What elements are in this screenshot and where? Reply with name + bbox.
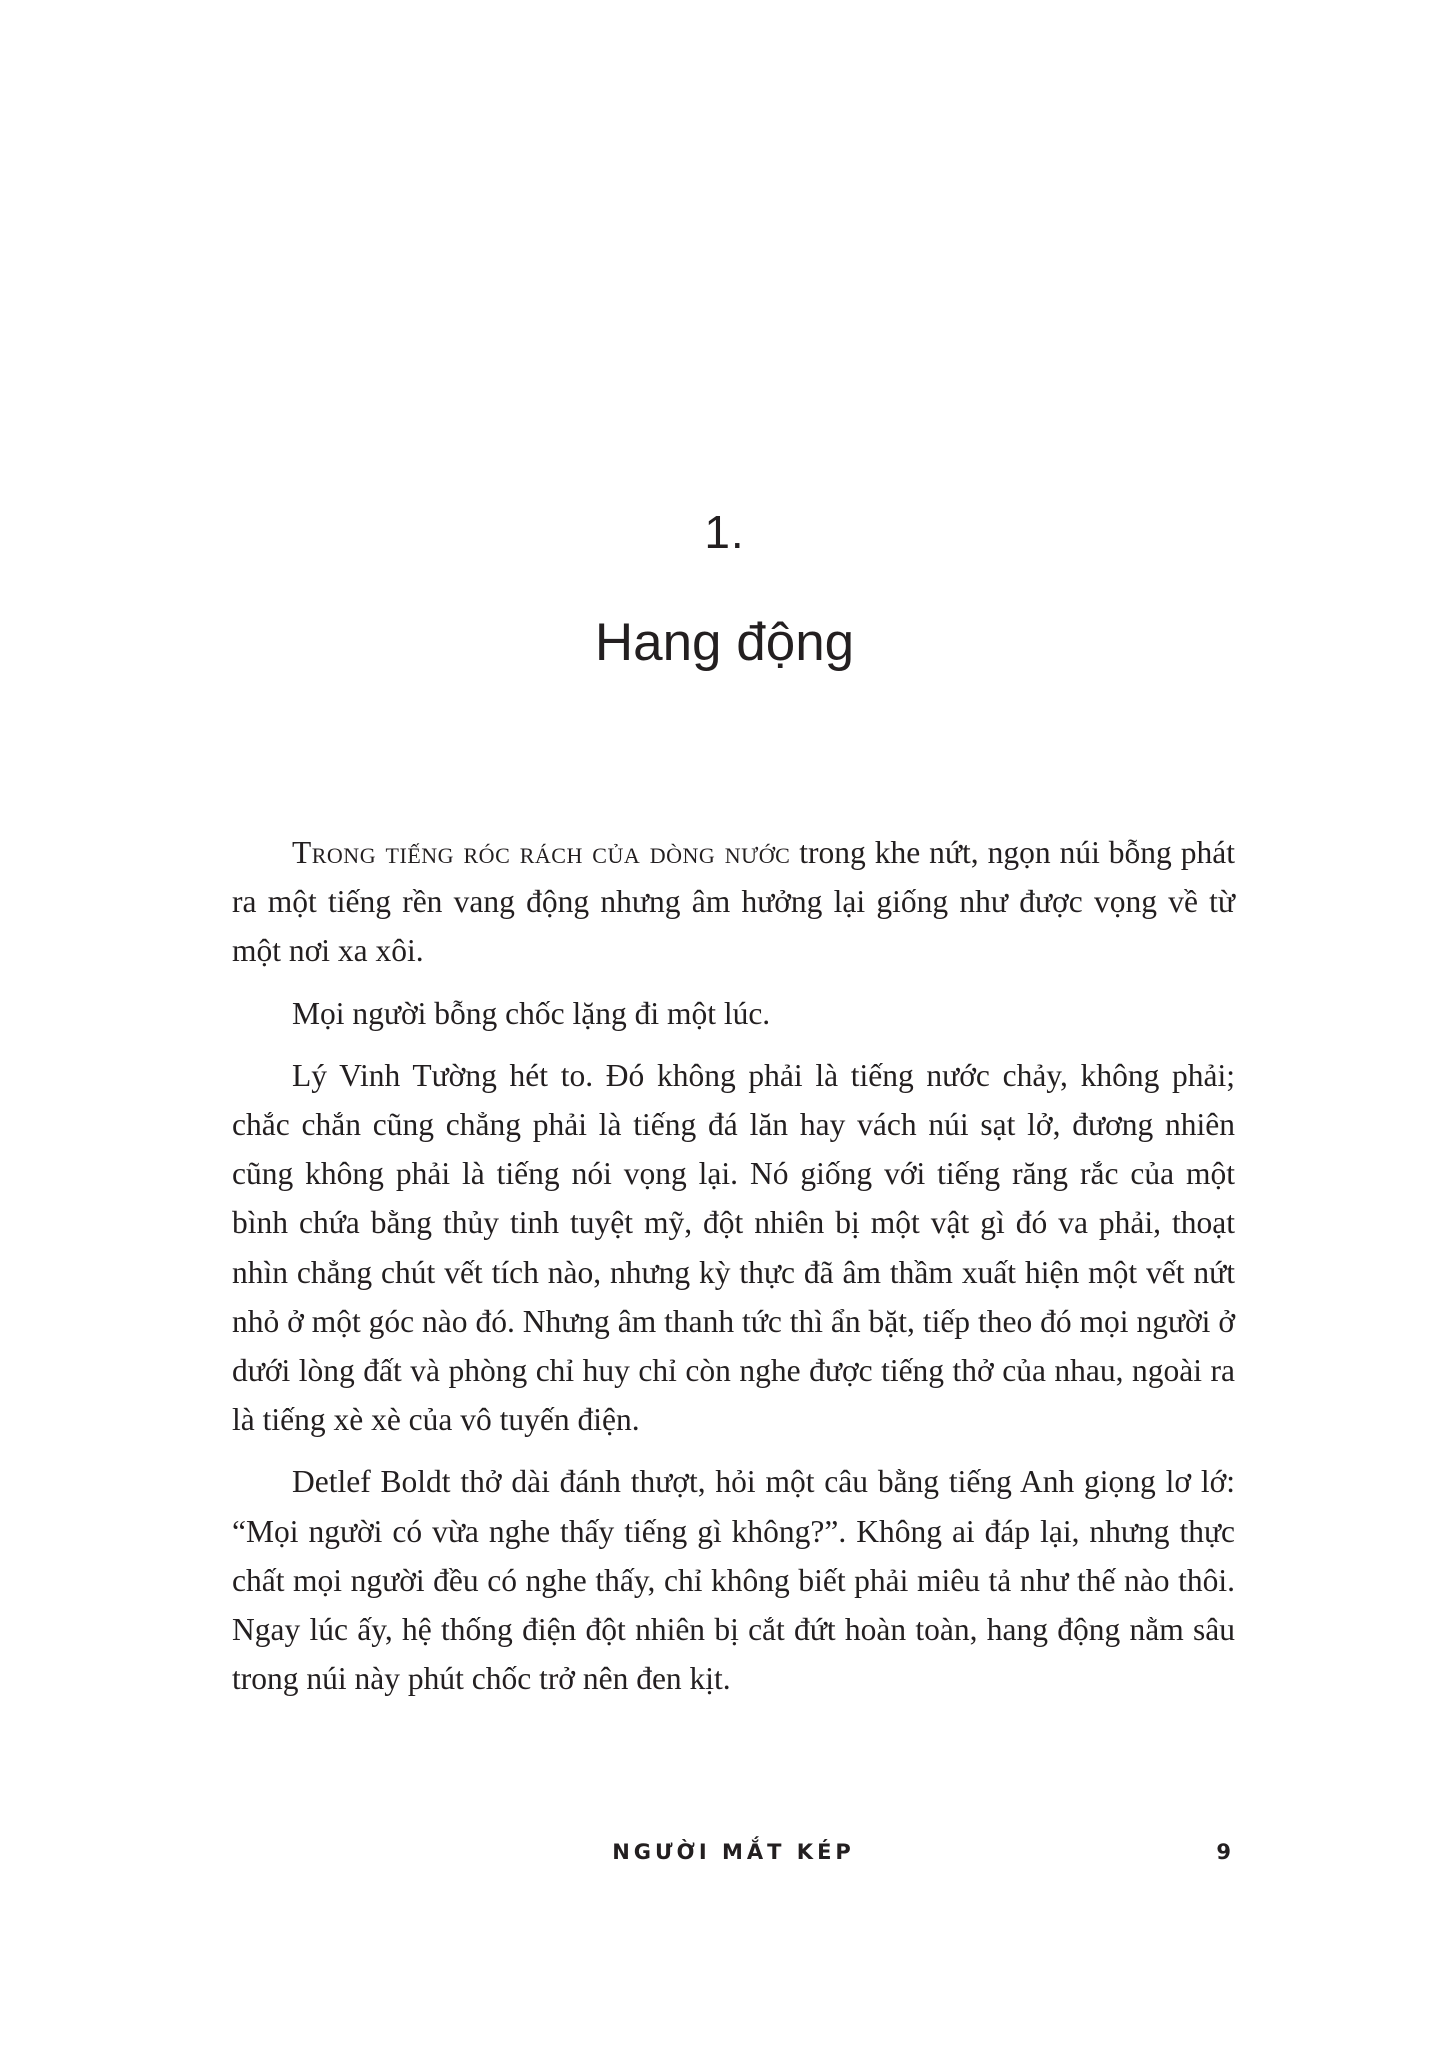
- chapter-body: [232, 828, 1235, 1716]
- page-number: 9: [1216, 1840, 1231, 1864]
- paragraph-text: trong khe nứt, ngọn núi bỗng phát ra một tiếng rền vang động nhưng âm hưởng lại giống như được vọng về từ một nơi xa xôi.: [232, 835, 1235, 969]
- paragraph: Mọi người bỗng chốc lặng đi một lúc.: [292, 995, 771, 1031]
- page-footer: [232, 1840, 1235, 1880]
- paragraph-lead-in: Trong tiếng róc rách của dòng nước: [292, 835, 791, 870]
- paragraph: Lý Vinh Tường hét to. Đó không phải là tiếng nước chảy, không phải; chắc chắn cũng chẳng phải là tiếng đá lăn hay vách núi sạt lở, đương nhiên cũng không phải là tiếng nói vọng lại. Nó giống với tiếng răng rắc của một bình chứa bằng thủy tinh tuyệt mỹ, đột nhiên bị một vật gì đó va phải, thoạt nhìn chẳng chút vết tích nào, nhưng kỳ thực đã âm thầm xuất hiện một vết nứt nhỏ ở một góc nào đó. Nhưng âm thanh tức thì ẩn bặt, tiếp theo đó mọi người ở dưới lòng đất và phòng chỉ huy chỉ còn nghe được tiếng thở của nhau, ngoài ra là tiếng xè xè của vô tuyến điện.: [232, 1057, 1235, 1438]
- chapter-number: 1.: [704, 506, 745, 558]
- chapter-title: Hang động: [594, 613, 855, 672]
- running-footer-title: NGƯỜI MẮT KÉP: [612, 1840, 855, 1864]
- paragraph: [232, 828, 1235, 976]
- paragraph: Detlef Boldt thở dài đánh thượt, hỏi một câu bằng tiếng Anh giọng lơ lớ: “Mọi người có vừa nghe thấy tiếng gì không?”. Không ai đáp lại, nhưng thực chất mọi người đều có nghe thấy, chỉ không biết phải miêu tả như thế nào thôi. Ngay lúc ấy, hệ thống điện đột nhiên bị cắt đứt hoàn toàn, hang động nằm sâu trong núi này phút chốc trở nên đen kịt.: [232, 1464, 1235, 1697]
